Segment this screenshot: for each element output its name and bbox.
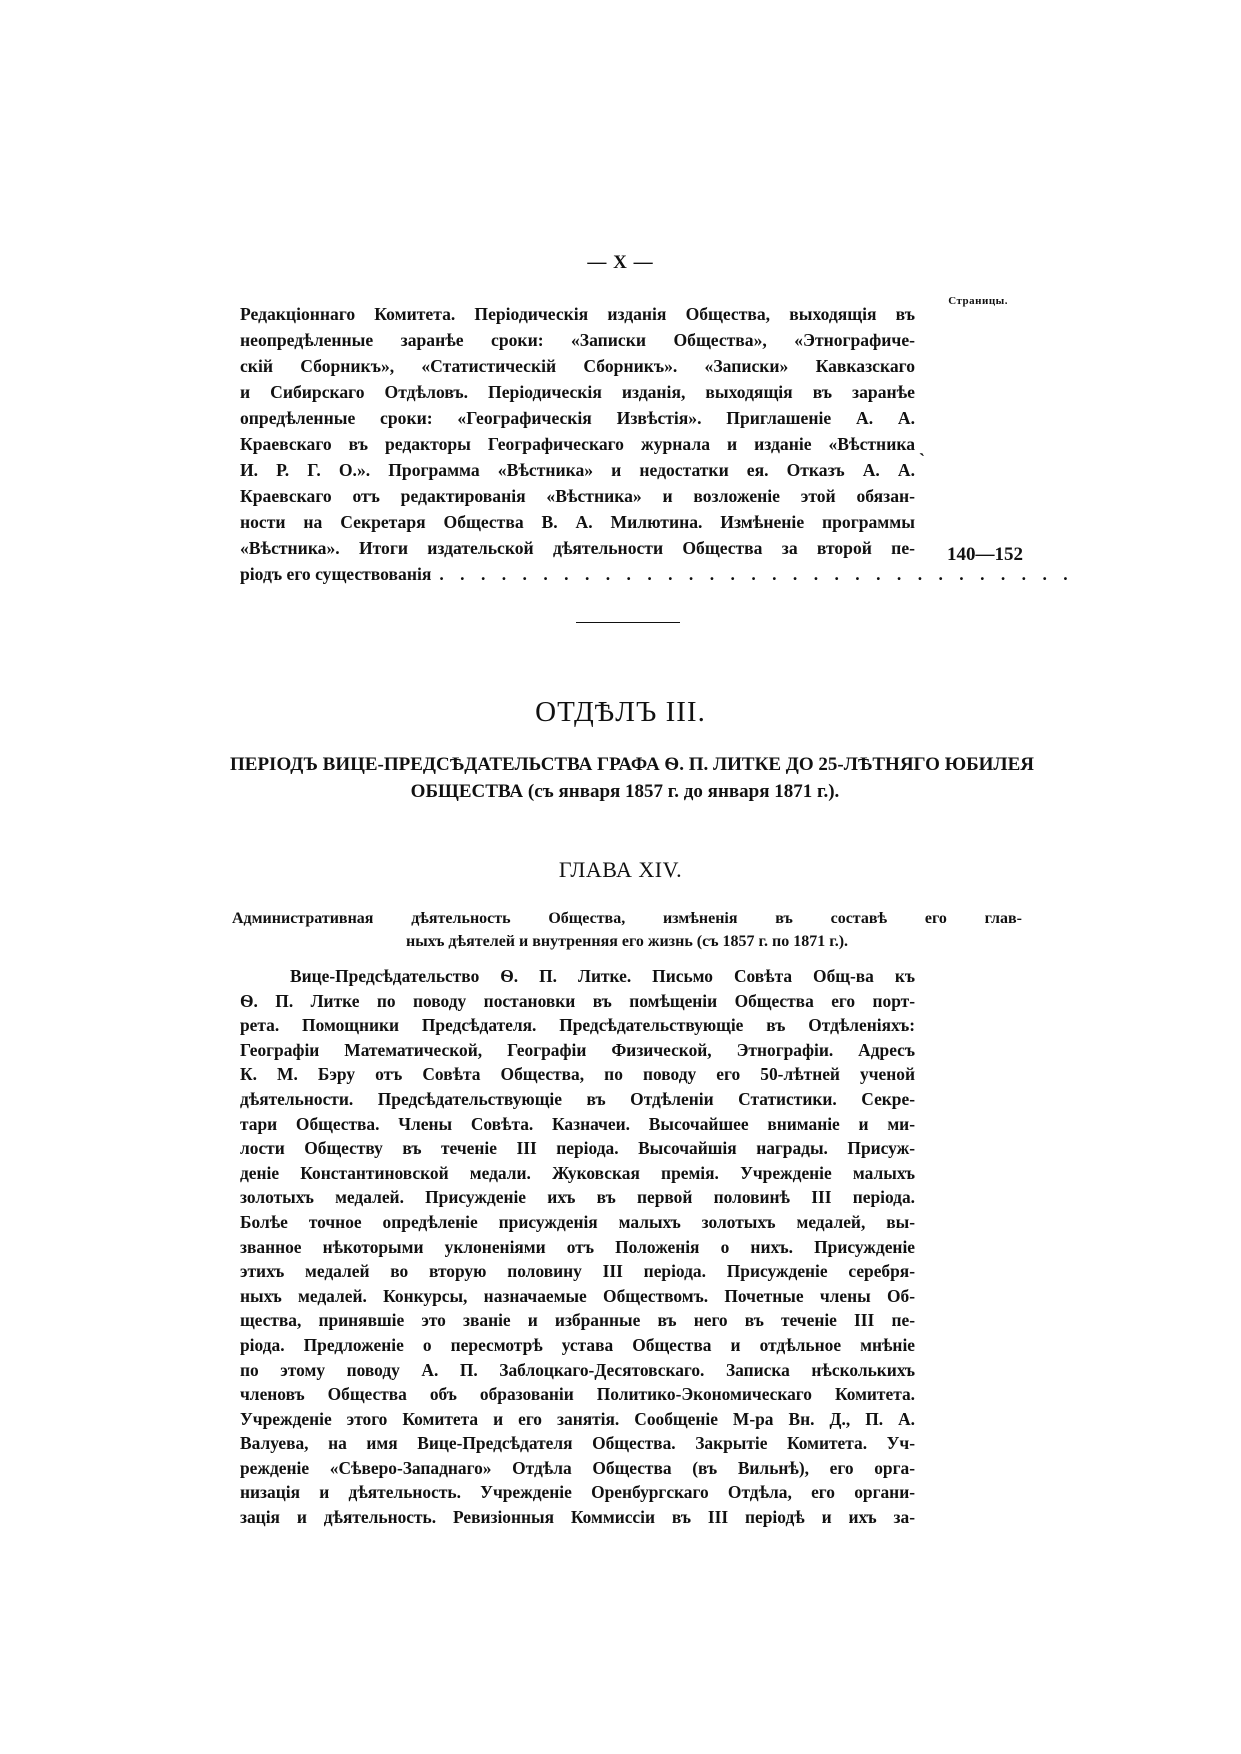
- body-line: режденіе «Сѣверо-Западнаго» Отдѣла Общества (въ Вильнѣ), его орга-: [240, 1457, 915, 1478]
- chapter-summary-line: Административная дѣятельность Общества, измѣненія въ составѣ его глав-: [232, 910, 1022, 927]
- toc-line: ности на Секретаря Общества В. А. Милютина. Измѣненіе программы: [240, 512, 915, 532]
- body-line: ныхъ медалей. Конкурсы, назначаемые Обществомъ. Почетные члены Об-: [240, 1285, 915, 1306]
- body-line: Болѣе точное опредѣленіе присужденія малыхъ золотыхъ медалей, вы-: [240, 1211, 915, 1232]
- chapter-summary: [232, 907, 1022, 953]
- toc-line: опредѣленные сроки: «Географическія Извѣстія». Приглашеніе А. А.: [240, 408, 915, 428]
- pages-column-label: Страницы.: [948, 295, 1008, 307]
- toc-line: ріодъ его существованія: [240, 564, 432, 584]
- body-line: щества, принявшіе это званіе и избранные въ него въ теченіе III пе-: [240, 1310, 915, 1331]
- toc-line: И. Р. Г. О.». Программа «Вѣстника» и недостатки ея. Отказъ А. А.: [240, 460, 915, 480]
- body-line: Валуева, на имя Вице-Предсѣдателя Общества. Закрытіе Комитета. Уч-: [240, 1433, 915, 1454]
- body-line: Ѳ. П. Литке по поводу постановки въ помѣщеніи Общества его порт-: [240, 990, 915, 1011]
- body-line: низація и дѣятельность. Учрежденіе Оренбургскаго Отдѣла, его органи-: [240, 1482, 915, 1503]
- body-line: Географіи Математической, Географіи Физической, Этнографіи. Адресъ: [240, 1039, 915, 1060]
- toc-line: Краевскаго отъ редактированія «Вѣстника» и возложеніе этой обязан-: [240, 486, 915, 506]
- body-line: Вице-Предсѣдательство Ѳ. П. Литке. Письмо Совѣта Общ-ва къ: [290, 966, 915, 986]
- toc-line: «Вѣстника». Итоги издательской дѣятельности Общества за второй пе-: [240, 538, 915, 558]
- toc-line: неопредѣленные заранѣе сроки: «Записки Общества», «Этнографиче-: [240, 330, 915, 350]
- section-subtitle-line: ОБЩЕСТВА (съ января 1857 г. до января 1871 г.).: [410, 781, 840, 802]
- body-line: золотыхъ медалей. Присужденіе ихъ въ первой половинѣ III періода.: [240, 1187, 915, 1208]
- body-line: дѣятельности. Предсѣдательствующіе въ Отдѣленіи Статистики. Секре-: [240, 1088, 915, 1109]
- body-line: по этому поводу А. П. Заблоцкаго-Десятовскаго. Записка нѣсколькихъ: [240, 1359, 915, 1380]
- leader-dots: . . . . . . . . . . . . . . . . . . . . . . . . . . . . . . .: [439, 564, 1074, 584]
- section-title: ОТДѢЛЪ III.: [535, 696, 706, 728]
- section-subtitle-line: ПЕРІОДЪ ВИЦЕ-ПРЕДСѢДАТЕЛЬСТВА ГРАФА Ѳ. П. ЛИТКЕ ДО 25-ЛѢТНЯГО ЮБИЛЕЯ: [230, 754, 1034, 775]
- toc-line: Редакціоннаго Комитета. Періодическія изданія Общества, выходящія въ: [240, 304, 915, 324]
- toc-line: Краевскаго въ редакторы Географическаго журнала и изданіе «Вѣстника: [240, 434, 915, 454]
- chapter-contents: [240, 964, 915, 1530]
- body-line: деніе Константиновской медали. Жуковская премія. Учрежденіе малыхъ: [240, 1162, 915, 1183]
- body-line: тари Общества. Члены Совѣта. Казначеи. Высочайшее вниманіе и ми-: [240, 1113, 915, 1134]
- body-line: ріода. Предложеніе о пересмотрѣ устава Общества и отдѣльное мнѣніе: [240, 1334, 915, 1355]
- body-line: лости Обществу въ теченіе III періода. Высочайшія награды. Присуж-: [240, 1138, 915, 1159]
- body-line: Учрежденіе этого Комитета и его занятія. Сообщеніе М-ра Вн. Д., П. А.: [240, 1408, 915, 1429]
- body-line: этихъ медалей во вторую половину III періода. Присужденіе серебря-: [240, 1261, 915, 1282]
- section-subtitle: [230, 751, 1034, 805]
- body-line: К. М. Бэру отъ Совѣта Общества, по поводу его 50-лѣтней ученой: [240, 1064, 915, 1085]
- toc-line: скій Сборникъ», «Статистическій Сборникъ». «Записки» Кавказскаго: [240, 356, 915, 376]
- page-number-header: — X —: [587, 252, 654, 273]
- section-divider: [576, 622, 680, 623]
- body-line: рета. Помощники Предсѣдателя. Предсѣдательствующіе въ Отдѣленіяхъ:: [240, 1015, 915, 1036]
- chapter-summary-line: ныхъ дѣятелей и внутренняя его жизнь (съ 1857 г. по 1871 г.).: [405, 933, 849, 950]
- toc-last-line: [240, 561, 1074, 587]
- page-range: 140—152: [947, 544, 1023, 565]
- body-line: членовъ Общества объ образованіи Политико-Экономическаго Комитета.: [240, 1384, 915, 1405]
- toc-line: и Сибирскаго Отдѣловъ. Періодическія изданія, выходящія въ заранѣе: [240, 382, 915, 402]
- body-line: званное нѣкоторыми уклоненіями отъ Положенія о нихъ. Присужденіе: [240, 1236, 915, 1257]
- margin-mark: `: [919, 450, 925, 470]
- body-line: зація и дѣятельность. Ревизіонныя Коммиссіи въ III періодѣ и ихъ за-: [240, 1507, 915, 1528]
- chapter-title: ГЛАВА XIV.: [558, 857, 683, 882]
